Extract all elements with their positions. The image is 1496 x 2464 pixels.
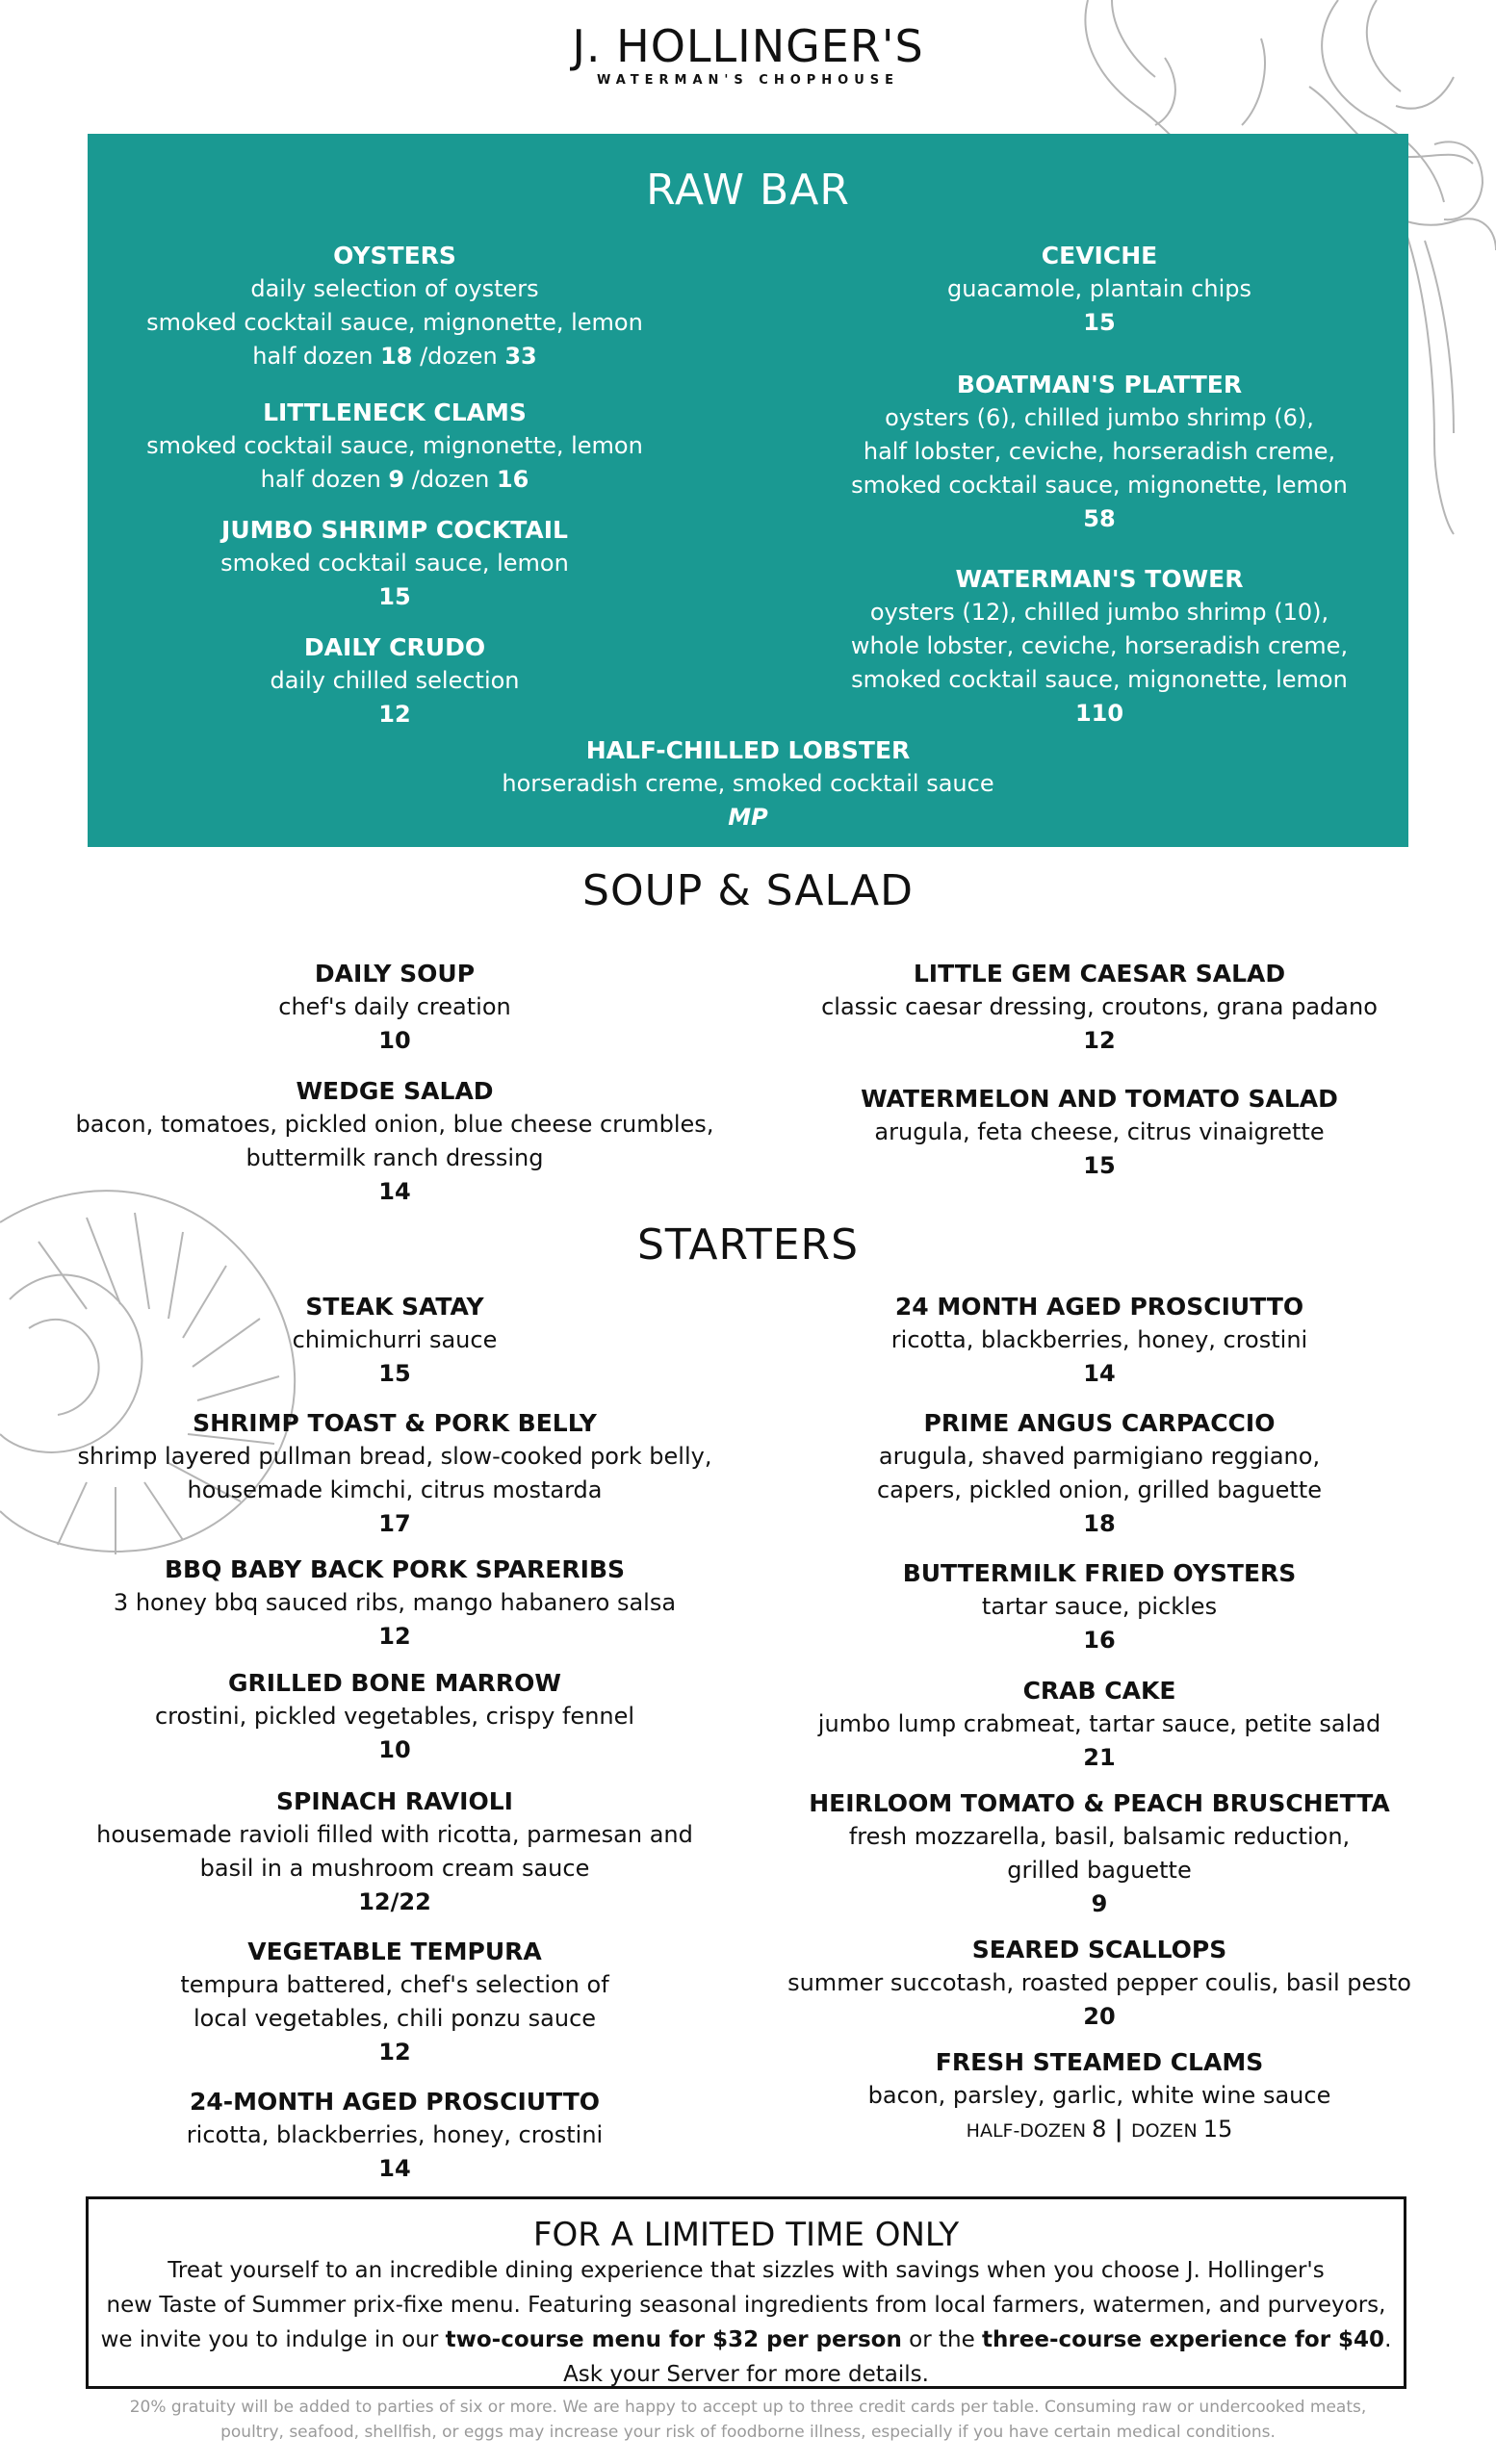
raw-bar-item: JUMBO SHRIMP COCKTAIL smoked cocktail sauce, lemon 15 [220, 516, 569, 610]
soup-salad-title: SOUP & SALAD [582, 866, 914, 915]
starters-title: STARTERS [636, 1220, 860, 1270]
starter-item: FRESH STEAMED CLAMS bacon, parsley, garlic, white wine sauce HALF-DOZEN 8 | DOZEN 15 [867, 2048, 1331, 2143]
starter-item: SEARED SCALLOPS summer succotash, roasted pepper coulis, basil pesto 20 [787, 1936, 1411, 2030]
starter-item: 24-MONTH AGED PROSCIUTTO ricotta, blackberries, honey, crostini 14 [186, 2088, 604, 2182]
raw-bar-item: CEVICHE guacamole, plantain chips 15 [946, 242, 1252, 336]
promo-line-1: Treat yourself to an incredible dining experience that sizzles with savings when you choose J. Hollinger's [168, 2258, 1325, 2283]
brand-name: J. HOLLINGER'S [572, 20, 924, 72]
starter-item: STEAK SATAY chimichurri sauce 15 [292, 1293, 498, 1387]
promo-line-4: Ask your Server for more details. [563, 2362, 929, 2387]
starter-item: CRAB CAKE jumbo lump crabmeat, tartar sauce, petite salad 21 [817, 1677, 1381, 1771]
brand-tagline: WATERMAN'S CHOPHOUSE [596, 73, 900, 88]
soup-salad-item: WATERMELON AND TOMATO SALAD arugula, feta cheese, citrus vinaigrette 15 [861, 1085, 1338, 1179]
raw-bar-item: DAILY CRUDO daily chilled selection 12 [270, 633, 520, 728]
starter-item: SPINACH RAVIOLI housemade ravioli filled with ricotta, parmesan and basil in a mushroom cream sauce 12/22 [96, 1787, 693, 1915]
raw-bar-title: RAW BAR [646, 166, 850, 215]
starter-item: 24 MONTH AGED PROSCIUTTO ricotta, blackberries, honey, crostini 14 [890, 1293, 1308, 1387]
footer-disclaimer: 20% gratuity will be added to parties of six or more. We are happy to accept up to three credit cards per table. Consuming raw or undercooked meats, poultry, seafood, shellfish, or eggs may increase your risk of foodborne illness, especially if you have certain medical conditions. [129, 2398, 1367, 2442]
raw-bar-item: HALF-CHILLED LOBSTER horseradish creme, smoked cocktail sauce MP [502, 736, 994, 831]
soup-salad-item: WEDGE SALAD bacon, tomatoes, pickled onion, blue cheese crumbles, buttermilk ranch dressing 14 [75, 1077, 714, 1205]
raw-bar-item: BOATMAN'S PLATTER oysters (6), chilled jumbo shrimp (6), half lobster, ceviche, horseradish creme, smoked cocktail sauce, mignonette, lemon 58 [851, 371, 1348, 532]
raw-bar-item: LITTLENECK CLAMS smoked cocktail sauce, mignonette, lemon half dozen 9 /dozen 16 [146, 398, 643, 493]
starter-item: HEIRLOOM TOMATO & PEACH BRUSCHETTA fresh mozzarella, basil, balsamic reduction, grilled baguette 9 [809, 1789, 1390, 1917]
promo-line-3: we invite you to indulge in our two-course menu for $32 per person or the three-course experience for $40. [100, 2327, 1392, 2352]
starter-item: BUTTERMILK FRIED OYSTERS tartar sauce, pickles 16 [902, 1559, 1297, 1654]
starter-item: GRILLED BONE MARROW crostini, pickled vegetables, crispy fennel 10 [154, 1669, 635, 1763]
starter-item: BBQ BABY BACK PORK SPARERIBS 3 honey bbq sauced ribs, mango habanero salsa 12 [113, 1555, 677, 1650]
promo-line-2: new Taste of Summer prix-fixe menu. Featuring seasonal ingredients from local farmers, watermen, and purveyors, [106, 2293, 1386, 2318]
brand-logo [0, 21, 1496, 88]
soup-salad-item: LITTLE GEM CAESAR SALAD classic caesar dressing, croutons, grana padano 12 [821, 960, 1378, 1054]
raw-bar-item: WATERMAN'S TOWER oysters (12), chilled jumbo shrimp (10), whole lobster, ceviche, horseradish creme, smoked cocktail sauce, mignonette, lemon 110 [850, 565, 1349, 727]
starter-item: PRIME ANGUS CARPACCIO arugula, shaved parmigiano reggiano, capers, pickled onion, grilled baguette 18 [876, 1409, 1322, 1537]
limited-time-promo [86, 2196, 1406, 2389]
starter-item: SHRIMP TOAST & PORK BELLY shrimp layered pullman bread, slow-cooked pork belly, housemade kimchi, citrus mostarda 17 [77, 1409, 712, 1537]
starter-item: VEGETABLE TEMPURA tempura battered, chef's selection of local vegetables, chili ponzu sauce 12 [180, 1938, 609, 2066]
raw-bar-item: OYSTERS daily selection of oysters smoked cocktail sauce, mignonette, lemon half dozen 18 /dozen 33 [146, 242, 643, 370]
promo-title: FOR A LIMITED TIME ONLY [532, 2216, 960, 2254]
soup-salad-item: DAILY SOUP chef's daily creation 10 [278, 960, 511, 1054]
